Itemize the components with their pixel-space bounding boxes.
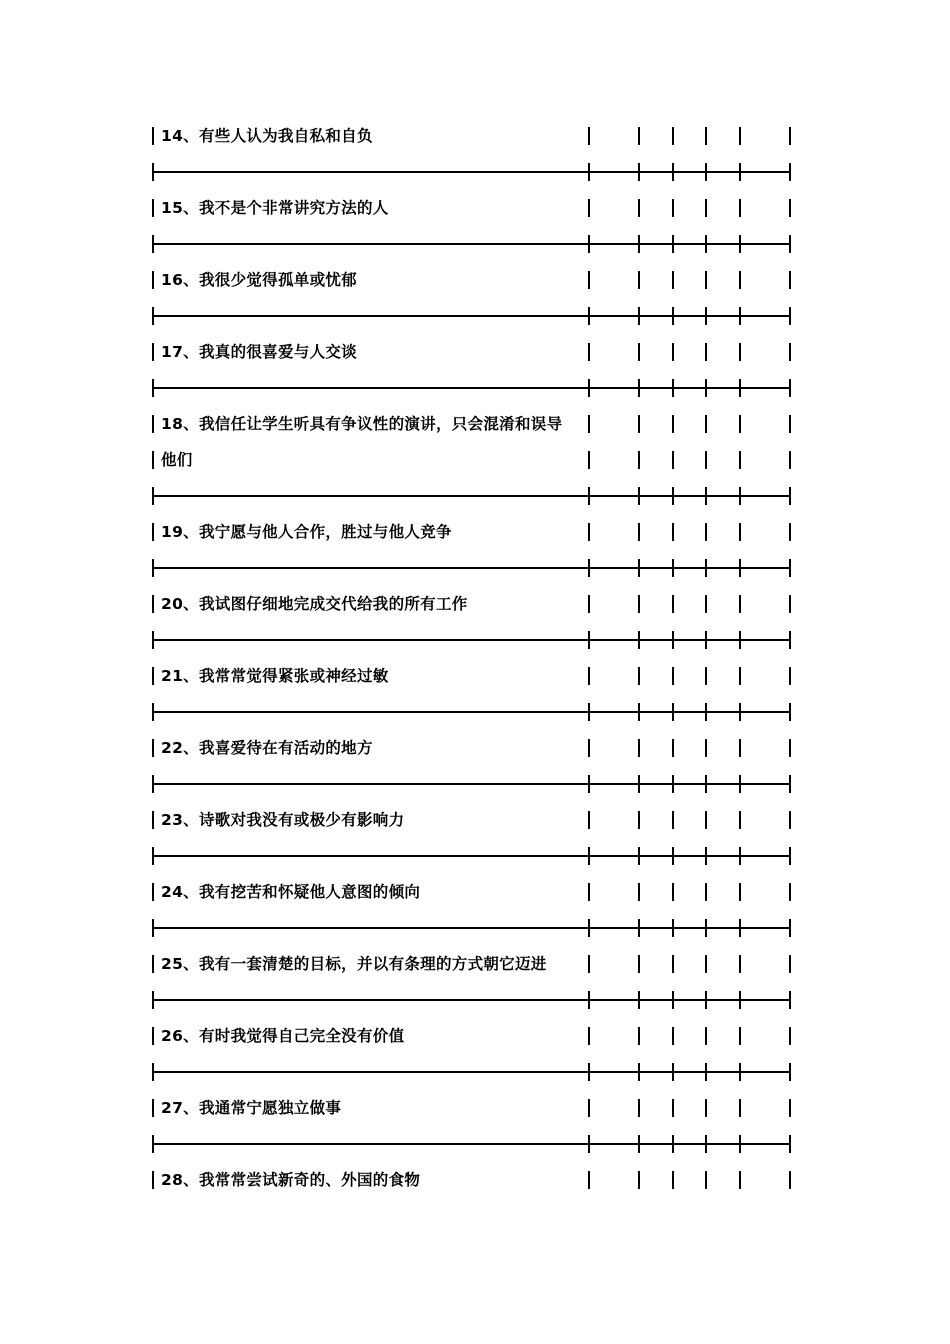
question-text: 16、我很少觉得孤单或忧郁 bbox=[161, 271, 357, 289]
question-text: 19、我宁愿与他人合作，胜过与他人竞争 bbox=[161, 523, 452, 541]
row-separator bbox=[152, 999, 790, 1001]
separator-junction bbox=[789, 703, 791, 721]
answer-column-divider bbox=[739, 451, 741, 469]
separator-junction bbox=[672, 703, 674, 721]
separator-junction bbox=[672, 379, 674, 397]
row-separator bbox=[152, 387, 790, 389]
answer-column-divider bbox=[638, 415, 640, 433]
row-border-left bbox=[152, 955, 154, 973]
answer-column-divider bbox=[739, 199, 741, 217]
separator-junction bbox=[705, 1135, 707, 1153]
separator-junction bbox=[672, 775, 674, 793]
answer-column-divider bbox=[789, 739, 791, 757]
separator-junction bbox=[705, 991, 707, 1009]
separator-junction bbox=[588, 775, 590, 793]
answer-column-divider bbox=[672, 271, 674, 289]
separator-junction bbox=[739, 1135, 741, 1153]
separator-junction bbox=[705, 775, 707, 793]
separator-junction bbox=[152, 775, 154, 793]
separator-junction bbox=[705, 235, 707, 253]
answer-column-divider bbox=[705, 955, 707, 973]
separator-junction bbox=[789, 487, 791, 505]
answer-column-divider bbox=[638, 451, 640, 469]
separator-junction bbox=[705, 847, 707, 865]
answer-column-divider bbox=[588, 1171, 590, 1189]
answer-column-divider bbox=[672, 811, 674, 829]
answer-column-divider bbox=[739, 739, 741, 757]
answer-column-divider bbox=[705, 1027, 707, 1045]
separator-junction bbox=[638, 307, 640, 325]
separator-junction bbox=[638, 991, 640, 1009]
answer-column-divider bbox=[739, 955, 741, 973]
row-separator bbox=[152, 711, 790, 713]
answer-column-divider bbox=[672, 1099, 674, 1117]
answer-column-divider bbox=[739, 1171, 741, 1189]
separator-junction bbox=[638, 487, 640, 505]
question-text: 26、有时我觉得自己完全没有价值 bbox=[161, 1027, 405, 1045]
separator-junction bbox=[588, 703, 590, 721]
separator-junction bbox=[739, 847, 741, 865]
separator-junction bbox=[152, 1063, 154, 1081]
answer-column-divider bbox=[789, 199, 791, 217]
row-separator bbox=[152, 783, 790, 785]
answer-column-divider bbox=[739, 271, 741, 289]
question-text: 21、我常常觉得紧张或神经过敏 bbox=[161, 667, 389, 685]
answer-column-divider bbox=[672, 883, 674, 901]
row-separator bbox=[152, 927, 790, 929]
answer-column-divider bbox=[789, 667, 791, 685]
question-text: 18、我信任让学生听具有争议性的演讲，只会混淆和误导 bbox=[161, 415, 563, 433]
answer-column-divider bbox=[672, 127, 674, 145]
separator-junction bbox=[588, 379, 590, 397]
row-separator bbox=[152, 855, 790, 857]
row-separator bbox=[152, 171, 790, 173]
separator-junction bbox=[789, 559, 791, 577]
answer-column-divider bbox=[588, 955, 590, 973]
separator-junction bbox=[739, 991, 741, 1009]
answer-column-divider bbox=[588, 127, 590, 145]
separator-junction bbox=[588, 559, 590, 577]
answer-column-divider bbox=[739, 1099, 741, 1117]
answer-column-divider bbox=[789, 1027, 791, 1045]
separator-junction bbox=[638, 559, 640, 577]
answer-column-divider bbox=[672, 199, 674, 217]
separator-junction bbox=[152, 235, 154, 253]
separator-junction bbox=[672, 307, 674, 325]
question-text: 14、有些人认为我自私和自负 bbox=[161, 127, 373, 145]
separator-junction bbox=[789, 847, 791, 865]
separator-junction bbox=[739, 631, 741, 649]
separator-junction bbox=[638, 703, 640, 721]
answer-column-divider bbox=[789, 1099, 791, 1117]
separator-junction bbox=[588, 919, 590, 937]
row-border-left bbox=[152, 883, 154, 901]
separator-junction bbox=[152, 919, 154, 937]
answer-column-divider bbox=[638, 667, 640, 685]
separator-junction bbox=[152, 1135, 154, 1153]
separator-junction bbox=[638, 1135, 640, 1153]
separator-junction bbox=[588, 631, 590, 649]
answer-column-divider bbox=[789, 1171, 791, 1189]
separator-junction bbox=[152, 163, 154, 181]
answer-column-divider bbox=[638, 883, 640, 901]
separator-junction bbox=[705, 163, 707, 181]
answer-column-divider bbox=[638, 1099, 640, 1117]
answer-column-divider bbox=[638, 739, 640, 757]
separator-junction bbox=[672, 487, 674, 505]
answer-column-divider bbox=[789, 811, 791, 829]
answer-column-divider bbox=[588, 199, 590, 217]
answer-column-divider bbox=[789, 127, 791, 145]
answer-column-divider bbox=[705, 451, 707, 469]
answer-column-divider bbox=[789, 451, 791, 469]
answer-column-divider bbox=[588, 667, 590, 685]
row-border-left bbox=[152, 1027, 154, 1045]
answer-column-divider bbox=[588, 523, 590, 541]
separator-junction bbox=[152, 703, 154, 721]
answer-column-divider bbox=[789, 955, 791, 973]
answer-column-divider bbox=[789, 595, 791, 613]
separator-junction bbox=[705, 919, 707, 937]
separator-junction bbox=[152, 487, 154, 505]
separator-junction bbox=[705, 559, 707, 577]
answer-column-divider bbox=[638, 127, 640, 145]
separator-junction bbox=[672, 631, 674, 649]
separator-junction bbox=[638, 919, 640, 937]
separator-junction bbox=[789, 1063, 791, 1081]
answer-column-divider bbox=[705, 595, 707, 613]
separator-junction bbox=[789, 775, 791, 793]
row-border-left bbox=[152, 1171, 154, 1189]
separator-junction bbox=[672, 235, 674, 253]
answer-column-divider bbox=[705, 523, 707, 541]
answer-column-divider bbox=[789, 883, 791, 901]
answer-column-divider bbox=[789, 343, 791, 361]
row-border-left bbox=[152, 739, 154, 757]
question-text: 24、我有挖苦和怀疑他人意图的倾向 bbox=[161, 883, 421, 901]
row-border-left bbox=[152, 415, 154, 433]
separator-junction bbox=[789, 379, 791, 397]
row-border-left bbox=[152, 451, 154, 469]
answer-column-divider bbox=[789, 271, 791, 289]
separator-junction bbox=[739, 487, 741, 505]
separator-junction bbox=[588, 235, 590, 253]
answer-column-divider bbox=[588, 595, 590, 613]
separator-junction bbox=[588, 847, 590, 865]
answer-column-divider bbox=[588, 271, 590, 289]
row-border-left bbox=[152, 811, 154, 829]
separator-junction bbox=[672, 991, 674, 1009]
answer-column-divider bbox=[739, 667, 741, 685]
row-border-left bbox=[152, 343, 154, 361]
separator-junction bbox=[152, 307, 154, 325]
answer-column-divider bbox=[705, 1171, 707, 1189]
separator-junction bbox=[672, 163, 674, 181]
separator-junction bbox=[588, 1063, 590, 1081]
separator-junction bbox=[638, 847, 640, 865]
answer-column-divider bbox=[705, 199, 707, 217]
separator-junction bbox=[672, 1063, 674, 1081]
answer-column-divider bbox=[638, 199, 640, 217]
separator-junction bbox=[705, 379, 707, 397]
separator-junction bbox=[638, 775, 640, 793]
row-separator bbox=[152, 567, 790, 569]
answer-column-divider bbox=[705, 1099, 707, 1117]
answer-column-divider bbox=[705, 811, 707, 829]
separator-junction bbox=[705, 307, 707, 325]
separator-junction bbox=[705, 487, 707, 505]
row-border-left bbox=[152, 1099, 154, 1117]
separator-junction bbox=[588, 307, 590, 325]
row-separator bbox=[152, 495, 790, 497]
separator-junction bbox=[638, 235, 640, 253]
answer-column-divider bbox=[705, 883, 707, 901]
separator-junction bbox=[152, 847, 154, 865]
answer-column-divider bbox=[638, 1027, 640, 1045]
answer-column-divider bbox=[672, 1027, 674, 1045]
separator-junction bbox=[789, 307, 791, 325]
answer-column-divider bbox=[705, 415, 707, 433]
row-border-left bbox=[152, 595, 154, 613]
question-text: 22、我喜爱待在有活动的地方 bbox=[161, 739, 373, 757]
question-text-continued: 他们 bbox=[161, 451, 193, 469]
row-separator bbox=[152, 1071, 790, 1073]
question-text: 17、我真的很喜爱与人交谈 bbox=[161, 343, 357, 361]
answer-column-divider bbox=[739, 595, 741, 613]
question-text: 20、我试图仔细地完成交代给我的所有工作 bbox=[161, 595, 468, 613]
answer-column-divider bbox=[705, 667, 707, 685]
answer-column-divider bbox=[638, 1171, 640, 1189]
separator-junction bbox=[789, 631, 791, 649]
answer-column-divider bbox=[739, 523, 741, 541]
separator-junction bbox=[638, 163, 640, 181]
answer-column-divider bbox=[672, 955, 674, 973]
answer-column-divider bbox=[588, 343, 590, 361]
answer-column-divider bbox=[739, 883, 741, 901]
answer-column-divider bbox=[672, 667, 674, 685]
answer-column-divider bbox=[705, 739, 707, 757]
answer-column-divider bbox=[588, 883, 590, 901]
separator-junction bbox=[739, 919, 741, 937]
answer-column-divider bbox=[638, 343, 640, 361]
separator-junction bbox=[789, 919, 791, 937]
row-separator bbox=[152, 315, 790, 317]
question-text: 23、诗歌对我没有或极少有影响力 bbox=[161, 811, 405, 829]
answer-column-divider bbox=[638, 955, 640, 973]
separator-junction bbox=[588, 487, 590, 505]
separator-junction bbox=[672, 847, 674, 865]
answer-column-divider bbox=[638, 523, 640, 541]
row-separator bbox=[152, 1143, 790, 1145]
answer-column-divider bbox=[739, 343, 741, 361]
separator-junction bbox=[789, 163, 791, 181]
separator-junction bbox=[789, 235, 791, 253]
separator-junction bbox=[588, 163, 590, 181]
answer-column-divider bbox=[672, 343, 674, 361]
row-separator bbox=[152, 639, 790, 641]
separator-junction bbox=[152, 991, 154, 1009]
separator-junction bbox=[739, 1063, 741, 1081]
row-separator bbox=[152, 243, 790, 245]
answer-column-divider bbox=[789, 523, 791, 541]
separator-junction bbox=[588, 1135, 590, 1153]
separator-junction bbox=[705, 631, 707, 649]
separator-junction bbox=[789, 1135, 791, 1153]
separator-junction bbox=[739, 559, 741, 577]
answer-column-divider bbox=[672, 739, 674, 757]
separator-junction bbox=[705, 1063, 707, 1081]
answer-column-divider bbox=[638, 595, 640, 613]
separator-junction bbox=[739, 163, 741, 181]
answer-column-divider bbox=[638, 271, 640, 289]
answer-column-divider bbox=[789, 415, 791, 433]
row-border-left bbox=[152, 127, 154, 145]
row-border-left bbox=[152, 523, 154, 541]
question-text: 28、我常常尝试新奇的、外国的食物 bbox=[161, 1171, 421, 1189]
separator-junction bbox=[638, 379, 640, 397]
answer-column-divider bbox=[739, 811, 741, 829]
answer-column-divider bbox=[588, 811, 590, 829]
separator-junction bbox=[739, 235, 741, 253]
row-border-left bbox=[152, 271, 154, 289]
separator-junction bbox=[789, 991, 791, 1009]
separator-junction bbox=[638, 1063, 640, 1081]
separator-junction bbox=[739, 379, 741, 397]
separator-junction bbox=[588, 991, 590, 1009]
answer-column-divider bbox=[672, 415, 674, 433]
separator-junction bbox=[672, 559, 674, 577]
answer-column-divider bbox=[705, 343, 707, 361]
answer-column-divider bbox=[739, 415, 741, 433]
answer-column-divider bbox=[705, 127, 707, 145]
separator-junction bbox=[152, 379, 154, 397]
separator-junction bbox=[739, 307, 741, 325]
separator-junction bbox=[638, 631, 640, 649]
separator-junction bbox=[152, 631, 154, 649]
row-border-left bbox=[152, 667, 154, 685]
question-text: 15、我不是个非常讲究方法的人 bbox=[161, 199, 389, 217]
answer-column-divider bbox=[672, 451, 674, 469]
answer-column-divider bbox=[588, 739, 590, 757]
answer-column-divider bbox=[739, 127, 741, 145]
answer-column-divider bbox=[672, 1171, 674, 1189]
answer-column-divider bbox=[672, 595, 674, 613]
answer-column-divider bbox=[672, 523, 674, 541]
separator-junction bbox=[739, 775, 741, 793]
separator-junction bbox=[672, 1135, 674, 1153]
separator-junction bbox=[152, 559, 154, 577]
answer-column-divider bbox=[739, 1027, 741, 1045]
answer-column-divider bbox=[638, 811, 640, 829]
question-text: 25、我有一套清楚的目标，并以有条理的方式朝它迈进 bbox=[161, 955, 547, 973]
answer-column-divider bbox=[705, 271, 707, 289]
answer-column-divider bbox=[588, 415, 590, 433]
separator-junction bbox=[672, 919, 674, 937]
separator-junction bbox=[705, 703, 707, 721]
answer-column-divider bbox=[588, 451, 590, 469]
question-text: 27、我通常宁愿独立做事 bbox=[161, 1099, 342, 1117]
row-border-left bbox=[152, 199, 154, 217]
separator-junction bbox=[739, 703, 741, 721]
answer-column-divider bbox=[588, 1027, 590, 1045]
answer-column-divider bbox=[588, 1099, 590, 1117]
